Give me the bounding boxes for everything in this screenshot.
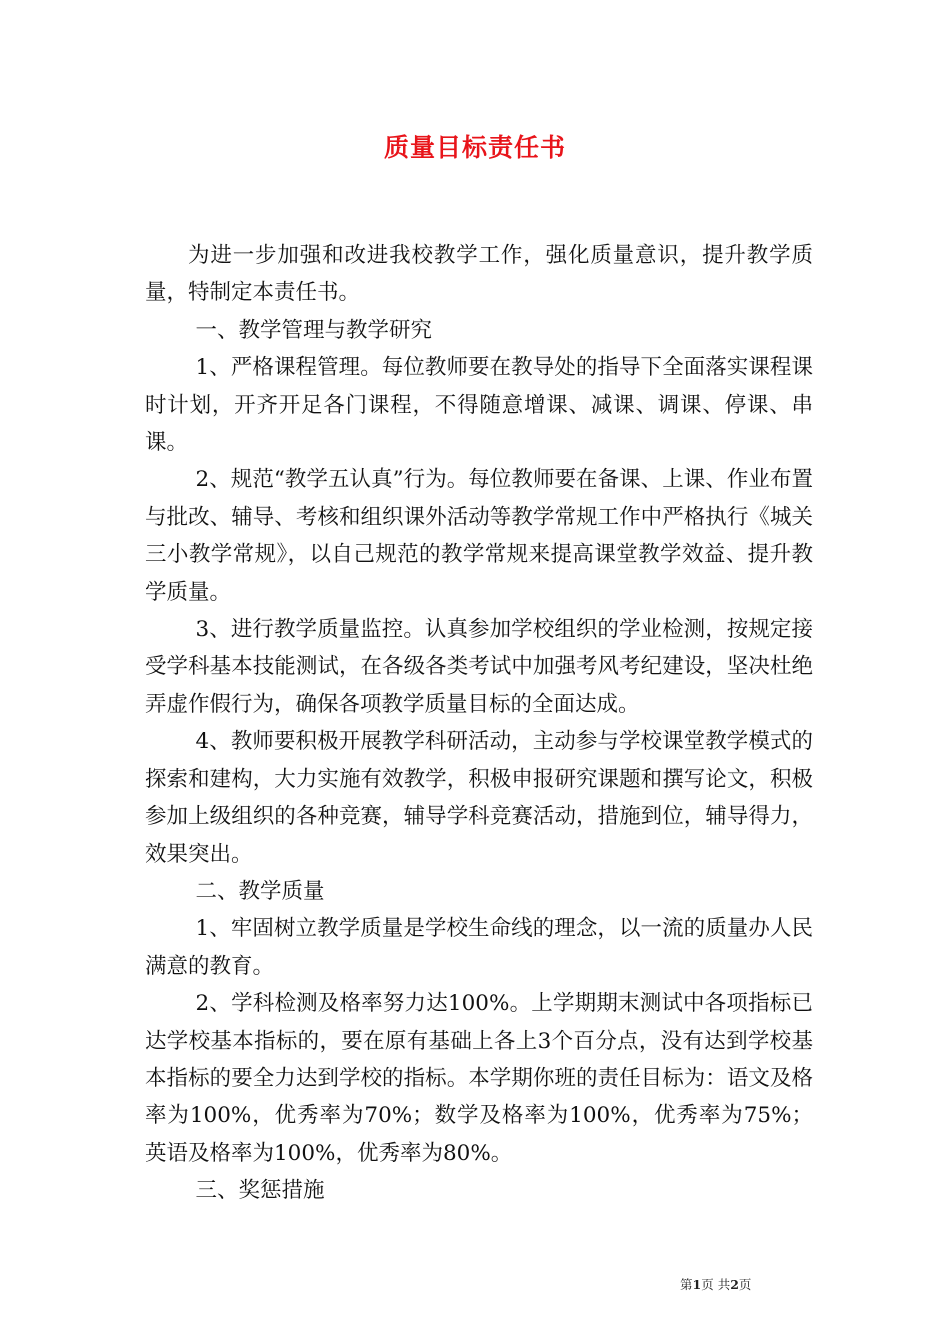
list-item: 1、严格课程管理。每位教师要在教导处的指导下全面落实课程课时计划，开齐开足各门课程，不得随意增课、减课、调课、停课、串课。 bbox=[145, 355, 813, 456]
footer-suffix: 页 bbox=[738, 1277, 752, 1292]
footer-current-page: 1 bbox=[692, 1277, 702, 1292]
list-item: 3、进行教学质量监控。认真参加学校组织的学业检测，按规定接受学科基本技能测试，在各级各类考试中加强考风考纪建设，坚决杜绝弄虚作假行为，确保各项教学质量目标的全面达成。 bbox=[145, 617, 813, 717]
section-heading: 三、奖惩措施 bbox=[195, 1178, 325, 1204]
section-heading: 一、教学管理与教学研究 bbox=[195, 317, 433, 343]
footer-middle: 页 共 bbox=[701, 1277, 731, 1292]
list-item: 4、教师要积极开展教学科研活动，主动参与学校课堂教学模式的探索和建构，大力实施有效教学，积极申报研究课题和撰写论文，积极参加上级组织的各种竞赛，辅导学科竞赛活动，措施到位，辅导得力，效果突出。 bbox=[145, 729, 813, 867]
document-title: 质量目标责任书 bbox=[383, 133, 566, 162]
list-item: 2、规范“教学五认真”行为。每位教师要在备课、上课、作业布置与批改、辅导、考核和组织课外活动等教学常规工作中严格执行《城关三小教学常规》，以自己规范的教学常规来提高课堂教学效益、提升教学质量。 bbox=[145, 467, 813, 605]
list-item: 2、学科检测及格率努力达100%。上学期期末测试中各项指标已达学校基本指标的，要在原有基础上各上3个百分点，没有达到学校基本指标的要全力达到学校的指标。本学期你班的责任目标为：语文及格率为100%，优秀率为70%；数学及格率为100%，优秀率为75%；英语及格率为100%，优秀率为80%。 bbox=[145, 991, 813, 1166]
page-number-footer bbox=[680, 1276, 880, 1294]
section-heading: 二、教学质量 bbox=[195, 878, 325, 904]
list-item: 1、牢固树立教学质量是学校生命线的理念，以一流的质量办人民满意的教育。 bbox=[145, 916, 813, 979]
footer-prefix: 第 bbox=[680, 1277, 693, 1292]
footer-total-pages: 2 bbox=[730, 1277, 739, 1292]
document-body bbox=[145, 237, 813, 1210]
intro-paragraph: 为进一步加强和改进我校教学工作，强化质量意识，提升教学质量，特制定本责任书。 bbox=[145, 243, 813, 306]
